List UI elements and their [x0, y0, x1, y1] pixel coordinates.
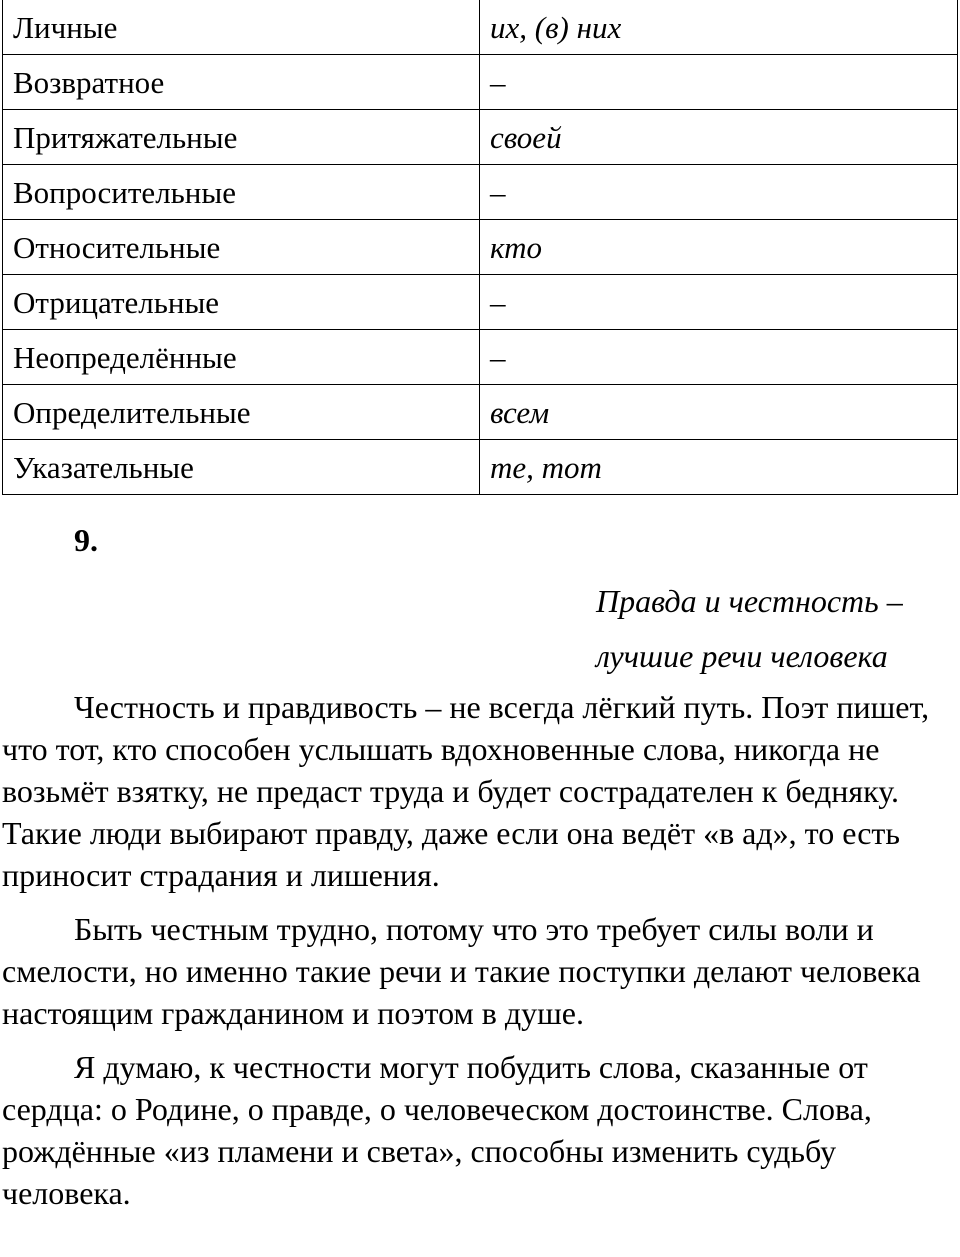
table-row [3, 0, 958, 55]
pronoun-type-cell: Притяжательные [3, 110, 480, 165]
table-row [3, 110, 958, 165]
pronoun-example-cell: всем [480, 385, 958, 440]
pronoun-table [2, 0, 958, 495]
pronoun-type-cell: Указательные [3, 440, 480, 495]
pronoun-example-cell: – [480, 55, 958, 110]
pronoun-example-cell: те, тот [480, 440, 958, 495]
pronoun-type-cell: Личные [3, 0, 480, 55]
pronoun-type-cell: Определительные [3, 385, 480, 440]
task-number: 9. [74, 522, 98, 558]
essay-paragraph: Я думаю, к честности могут побудить слова, сказанные от сердца: о Родине, о правде, о человеческом достоинстве. Слова, рождённые «из пламени и света», способны изменить судьбу человека. [2, 1049, 872, 1211]
pronoun-type-cell: Неопределённые [3, 330, 480, 385]
pronoun-type-cell: Отрицательные [3, 275, 480, 330]
epigraph-line: лучшие речи человека [596, 638, 888, 674]
epigraph-line: Правда и честность – [596, 583, 903, 619]
table-row [3, 165, 958, 220]
essay-paragraph: Честность и правдивость – не всегда лёгкий путь. Поэт пишет, что тот, кто способен услышать вдохновенные слова, никогда не возьмёт взятку, не предаст труда и будет сострадателен к бедняку. Такие люди выбирают правду, даже если она ведёт «в ад», то есть приносит страдания и лишения. [2, 689, 930, 893]
pronoun-example-cell: кто [480, 220, 958, 275]
pronoun-example-cell: своей [480, 110, 958, 165]
essay-paragraph: Быть честным трудно, потому что это требует силы воли и смелости, но именно такие речи и такие поступки делают человека настоящим гражданином и поэтом в душе. [2, 911, 921, 1031]
table-row [3, 440, 958, 495]
pronoun-type-cell: Относительные [3, 220, 480, 275]
table-row [3, 385, 958, 440]
pronoun-example-cell: – [480, 275, 958, 330]
epigraph [596, 574, 903, 684]
pronoun-example-cell: их, (в) них [480, 0, 958, 55]
essay-text [2, 686, 948, 1226]
table-row [3, 330, 958, 385]
table-row [3, 220, 958, 275]
table-row [3, 275, 958, 330]
pronoun-type-cell: Вопросительные [3, 165, 480, 220]
pronoun-example-cell: – [480, 165, 958, 220]
pronoun-example-cell: – [480, 330, 958, 385]
pronoun-type-cell: Возвратное [3, 55, 480, 110]
table-row [3, 55, 958, 110]
